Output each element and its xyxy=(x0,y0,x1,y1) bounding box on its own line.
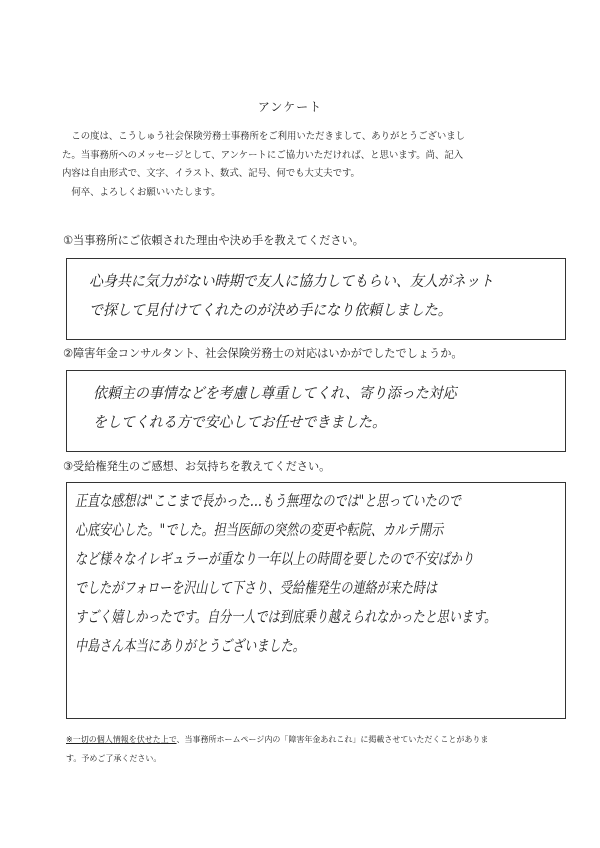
handwritten-line: 正直な感想は"ここまで長かった…もう無理なのでは"と思っていたので xyxy=(75,492,461,510)
question-2-label: ②障害年金コンサルタント、社会保険労務士の対応はいかがでしたでしょうか。 xyxy=(63,347,463,360)
intro-line: 何卒、よろしくお願いいたします。 xyxy=(71,186,221,198)
question-3-label: ③受給権発生のご感想、お気持ちを教えてください。 xyxy=(63,460,331,473)
answer-box-2 xyxy=(66,370,566,452)
handwritten-answer-1 xyxy=(89,267,494,325)
handwritten-line: 心身共に気力がない時期で友人に協力してもらい、友人がネット xyxy=(89,272,494,290)
intro-text xyxy=(62,128,532,202)
handwritten-answer-3 xyxy=(75,487,496,661)
disclaimer-line: す。予めご了承ください。 xyxy=(66,754,162,763)
handwritten-line: をしてくれる方で安心してお任せできました。 xyxy=(93,413,386,431)
handwritten-line: 心底安心した。"でした。担当医師の突然の変更や転院、カルテ開示 xyxy=(75,521,444,539)
handwritten-line: で探して見付けてくれたのが決め手になり依頼しました。 xyxy=(89,301,452,319)
disclaimer-line xyxy=(66,730,546,749)
intro-line: この度は、こうしゅう社会保険労務士事務所をご利用いただきまして、ありがとうございまし xyxy=(71,131,465,142)
handwritten-line: すごく嬉しかったです。自分一人では到底乗り越えられなかったと思います。 xyxy=(75,608,497,626)
handwritten-answer-2 xyxy=(93,379,457,437)
answer-box-1 xyxy=(66,258,566,340)
handwritten-line: 依頼主の事情などを考慮し尊重してくれ、寄り添った対応 xyxy=(93,384,457,402)
question-1-label: ①当事務所にご依頼された理由や決め手を教えてください。 xyxy=(63,234,364,247)
handwritten-line: など様々なイレギュラーが重なり一年以上の時間を要したので不安ばかり xyxy=(75,550,474,568)
intro-line: た。当事務所へのメッセージとして、アンケートにご協力いただければ、と思います。尚、記入 xyxy=(62,149,464,161)
intro-line: 内容は自由形式で、文字、イラスト、数式、記号、何でも大丈夫です。 xyxy=(62,168,360,179)
page-title: アンケート xyxy=(257,100,323,114)
handwritten-line: でしたがフォローを沢山して下さり、受給権発生の連絡が来た時は xyxy=(75,579,438,597)
answer-box-3 xyxy=(66,482,566,719)
disclaimer-rest: 、当事務所ホームページ内の「障害年金あれこれ」に掲載させていただくことがありま xyxy=(176,735,489,744)
disclaimer-underlined: ※一切の個人情報を伏せた上で xyxy=(66,735,177,744)
disclaimer-note xyxy=(66,730,546,768)
handwritten-line: 中島さん本当にありがとうございました。 xyxy=(75,637,305,655)
